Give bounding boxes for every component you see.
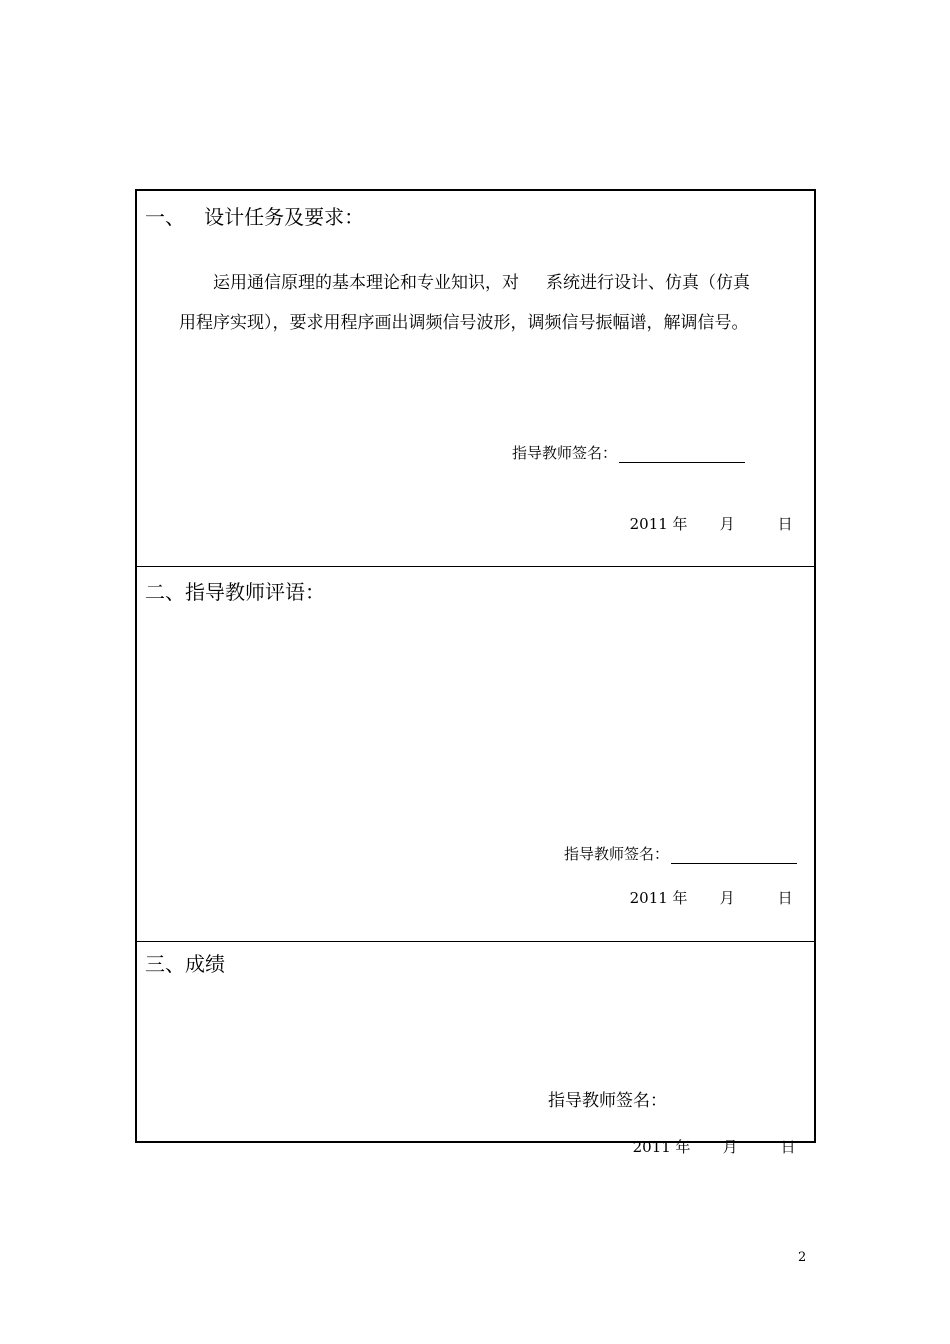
date-day: 日	[777, 889, 793, 907]
signature-label: 指导教师签名：	[564, 845, 670, 863]
signature-row	[564, 844, 797, 864]
signature-line	[619, 448, 745, 463]
section-teacher-comments	[137, 566, 814, 941]
date-year: 2011 年	[632, 1138, 691, 1156]
date-day: 日	[780, 1138, 796, 1156]
design-task-description	[177, 263, 809, 343]
signature-row	[548, 1091, 667, 1111]
date-day: 日	[777, 515, 793, 533]
section-title-grade: 三、成绩	[145, 952, 225, 976]
date-month: 月	[719, 515, 735, 533]
date-year: 2011 年	[629, 889, 688, 907]
design-task-line-1: 运用通信原理的基本理论和专业知识，对 系统进行设计、仿真（仿真	[213, 273, 751, 293]
assessment-form-table	[135, 189, 816, 1156]
section-grade	[137, 941, 814, 1156]
design-task-line-2: 用程序实现），要求用程序画出调频信号波形，调频信号振幅谱，解调信号。	[179, 313, 749, 333]
date-row	[601, 868, 793, 928]
section-title-teacher-comments: 二、指导教师评语：	[145, 580, 325, 604]
signature-label: 指导教师签名：	[512, 444, 618, 462]
section-title-design-task: 一、 设计任务及要求：	[145, 205, 365, 229]
date-month: 月	[719, 889, 735, 907]
page-number: 2	[798, 1250, 807, 1265]
date-row	[604, 1117, 796, 1177]
section-design-task	[137, 191, 814, 566]
date-row	[601, 494, 793, 554]
date-year: 2011 年	[629, 515, 688, 533]
signature-row	[512, 443, 745, 463]
signature-line	[671, 849, 797, 864]
date-month: 月	[722, 1138, 738, 1156]
signature-label: 指导教师签名：	[548, 1091, 667, 1111]
